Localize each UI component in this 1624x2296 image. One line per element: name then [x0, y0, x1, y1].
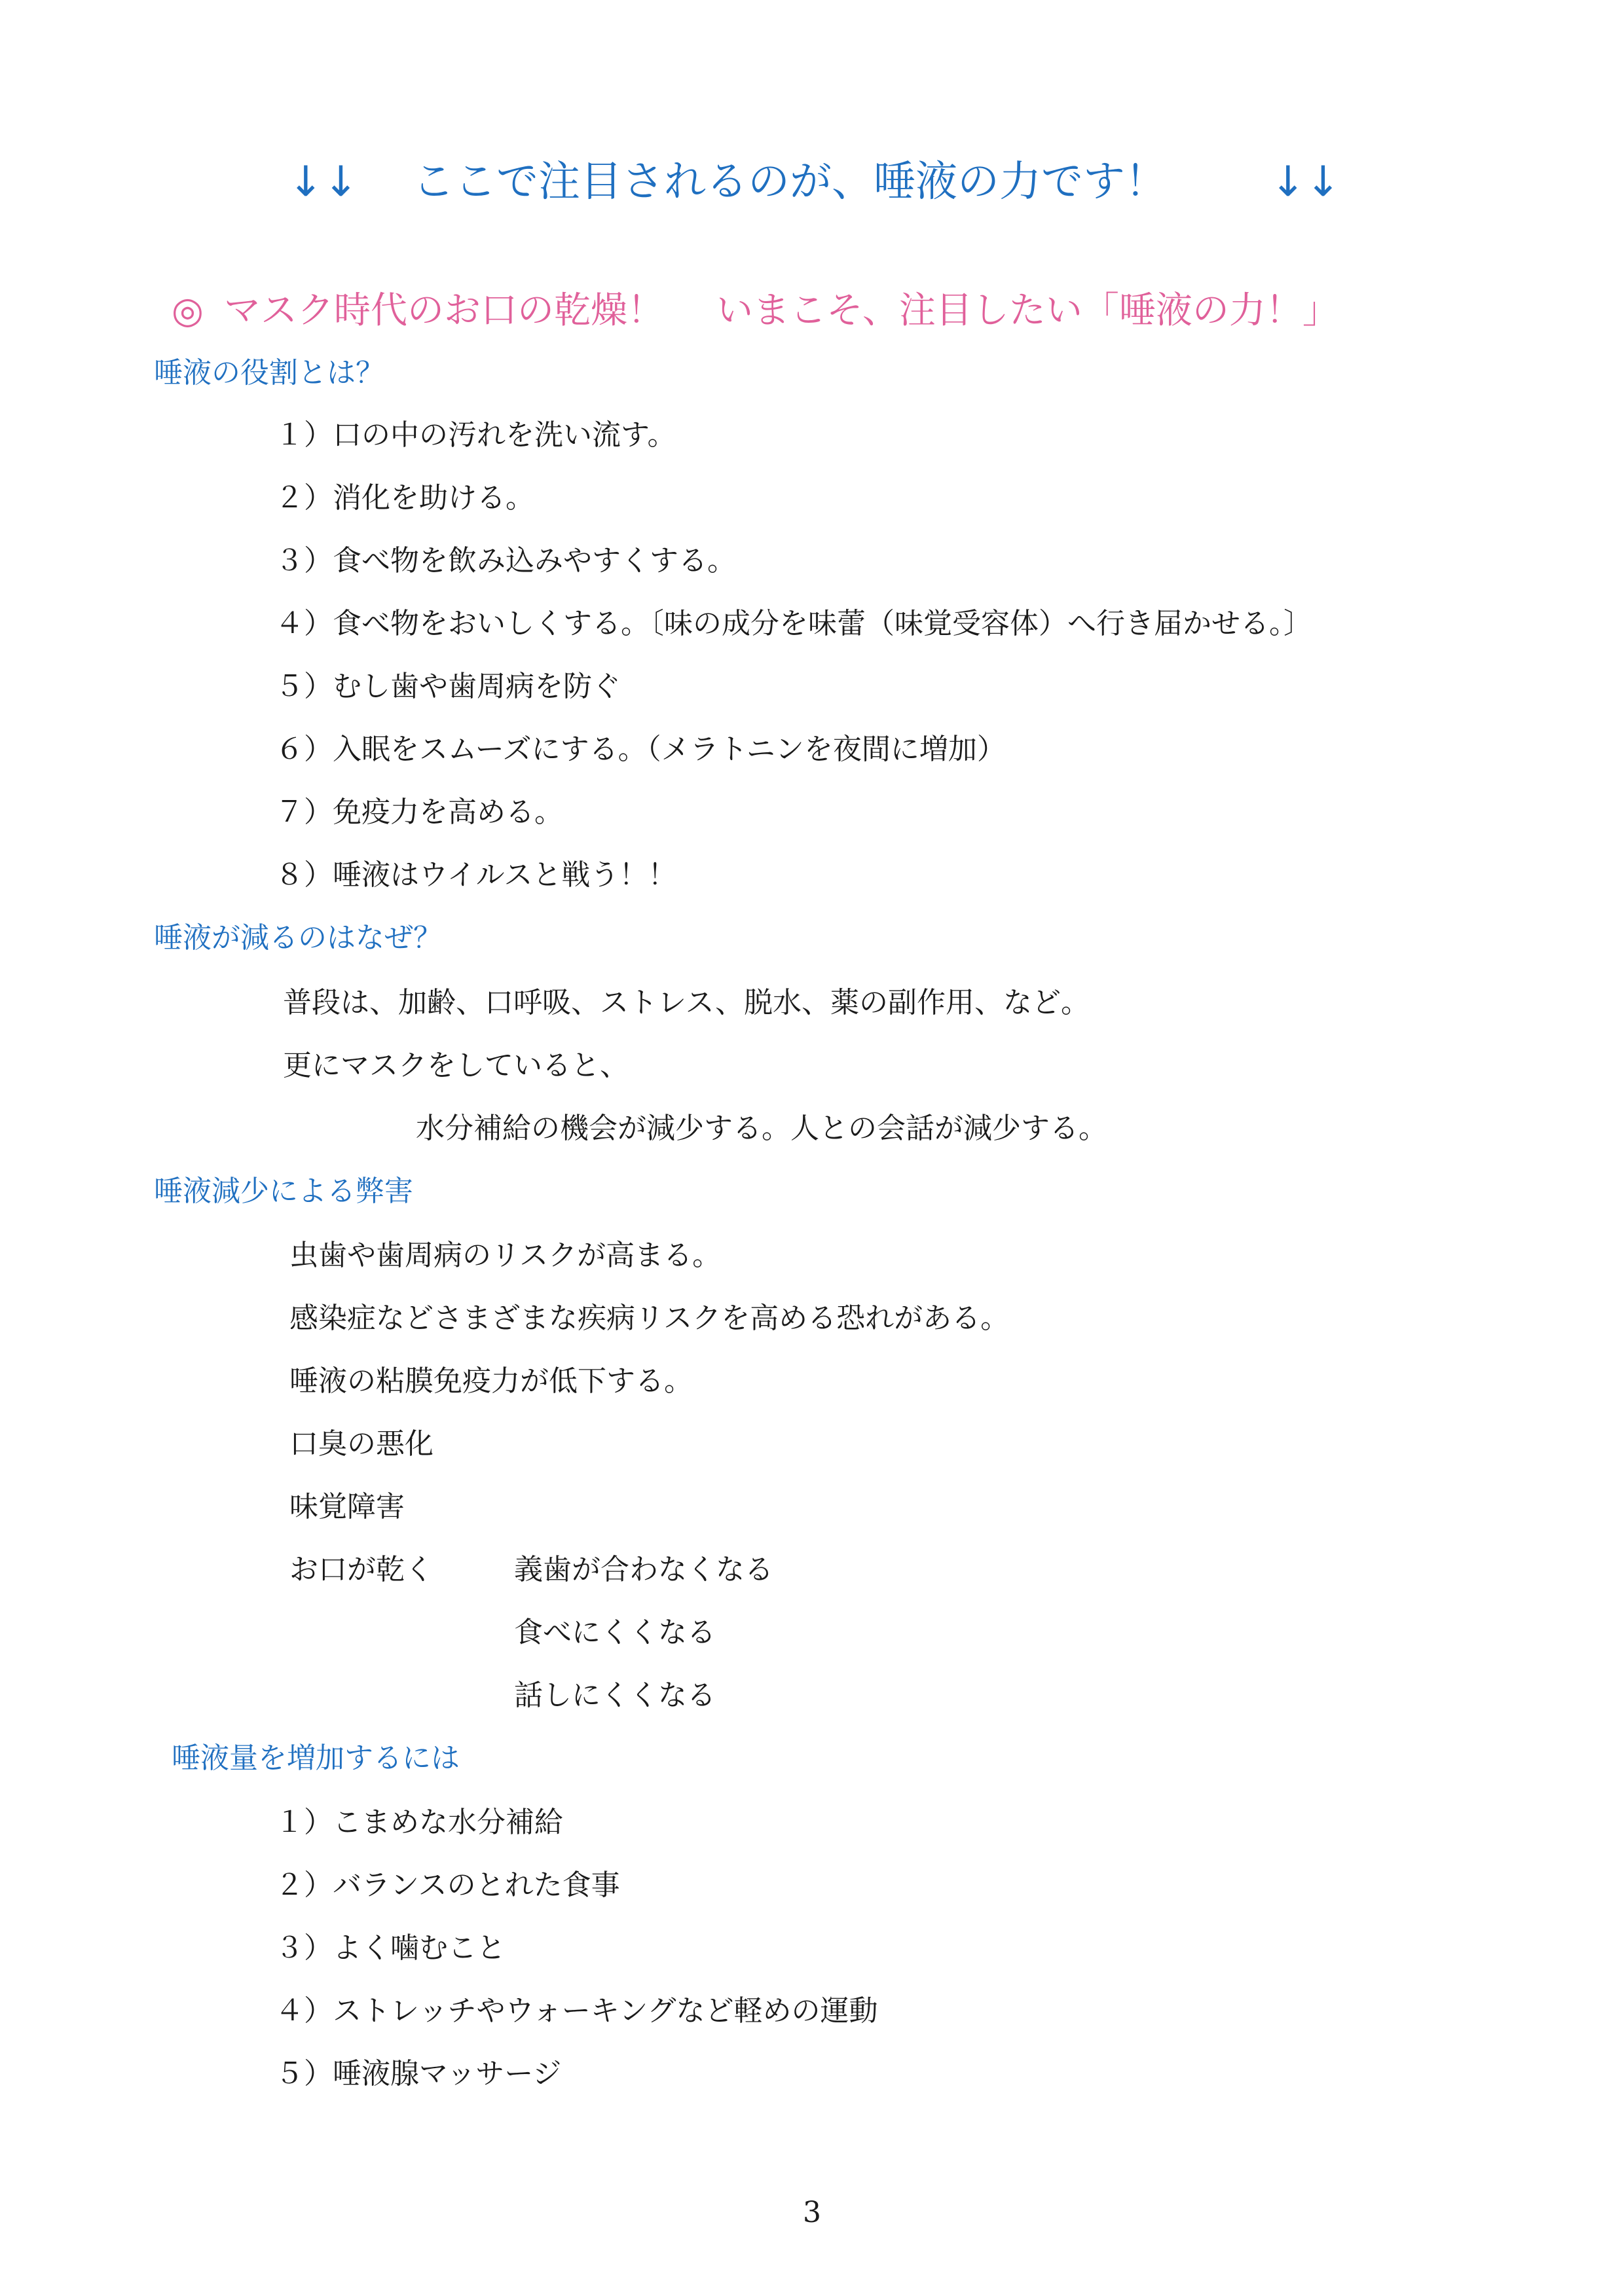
list-item: ５）唾液腺マッサージ — [275, 2057, 562, 2090]
page-number: 3 — [803, 2196, 821, 2229]
text-line: 更にマスクをしていると、 — [283, 1049, 629, 1082]
list-item: ２）消化を助ける。 — [275, 481, 534, 515]
list-item: 口臭の悪化 — [289, 1427, 434, 1461]
subtitle-left: マスク時代のお口の乾燥！ — [224, 289, 664, 332]
list-item: 食べにくくなる — [514, 1616, 716, 1649]
list-item: ５）むし歯や歯周病を防ぐ — [275, 670, 621, 703]
list-item: ６）入眠をスムーズにする。（メラトニンを夜間に増加） — [275, 733, 1006, 766]
list-item: 感染症などさまざまな疾病リスクを高める恐れがある。 — [289, 1302, 1010, 1335]
list-item: 虫歯や歯周病のリスクが高まる。 — [289, 1239, 722, 1272]
section-heading-increase: 唾液量を増加するには — [172, 1741, 460, 1775]
headline-text: ここで注目されるのが、唾液の力です！ — [413, 158, 1167, 206]
list-item: １）こまめな水分補給 — [275, 1806, 563, 1839]
headline — [288, 149, 1362, 215]
list-item: ３）食べ物を飲み込みやすくする。 — [275, 544, 736, 577]
list-item: ８）唾液はウイルスと戦う！！ — [275, 858, 677, 892]
bullseye-icon: ◎ — [172, 289, 204, 332]
list-item: ４）ストレッチやウォーキングなど軽めの運動 — [275, 1994, 878, 2028]
down-arrows-icon: ↓↓ — [1270, 158, 1341, 206]
subtitle-right: いまこそ、注目したい「唾液の力！」 — [716, 289, 1339, 332]
list-item: ２）バランスのとれた食事 — [275, 1868, 620, 1902]
list-item: ４）食べ物をおいしくする。〔味の成分を味蕾（味覚受容体）へ行き届かせる。〕 — [275, 607, 1312, 640]
section-heading-decrease: 唾液が減るのはなぜ？ — [154, 921, 442, 955]
text-line: 普段は、加齢、口呼吸、ストレス、脱水、薬の副作用、など。 — [283, 986, 1090, 1019]
dry-mouth-label: お口が乾く — [289, 1553, 434, 1586]
list-item: ７）免疫力を高める。 — [275, 795, 563, 829]
list-item: １）口の中の汚れを洗い流す。 — [275, 418, 676, 452]
list-item: 話しにくくなる — [514, 1679, 716, 1712]
list-item: 義歯が合わなくなる — [514, 1553, 773, 1586]
subtitle — [172, 282, 1416, 340]
text-line: 水分補給の機会が減少する。人との会話が減少する。 — [416, 1112, 1107, 1145]
list-item: 味覚障害 — [289, 1490, 405, 1523]
list-item: 唾液の粘膜免疫力が低下する。 — [289, 1364, 693, 1398]
section-heading-roles: 唾液の役割とは？ — [154, 356, 384, 390]
list-item: ３）よく噛むこと — [275, 1931, 506, 1965]
down-arrows-icon: ↓↓ — [288, 158, 359, 206]
section-heading-harms: 唾液減少による弊害 — [154, 1175, 413, 1208]
